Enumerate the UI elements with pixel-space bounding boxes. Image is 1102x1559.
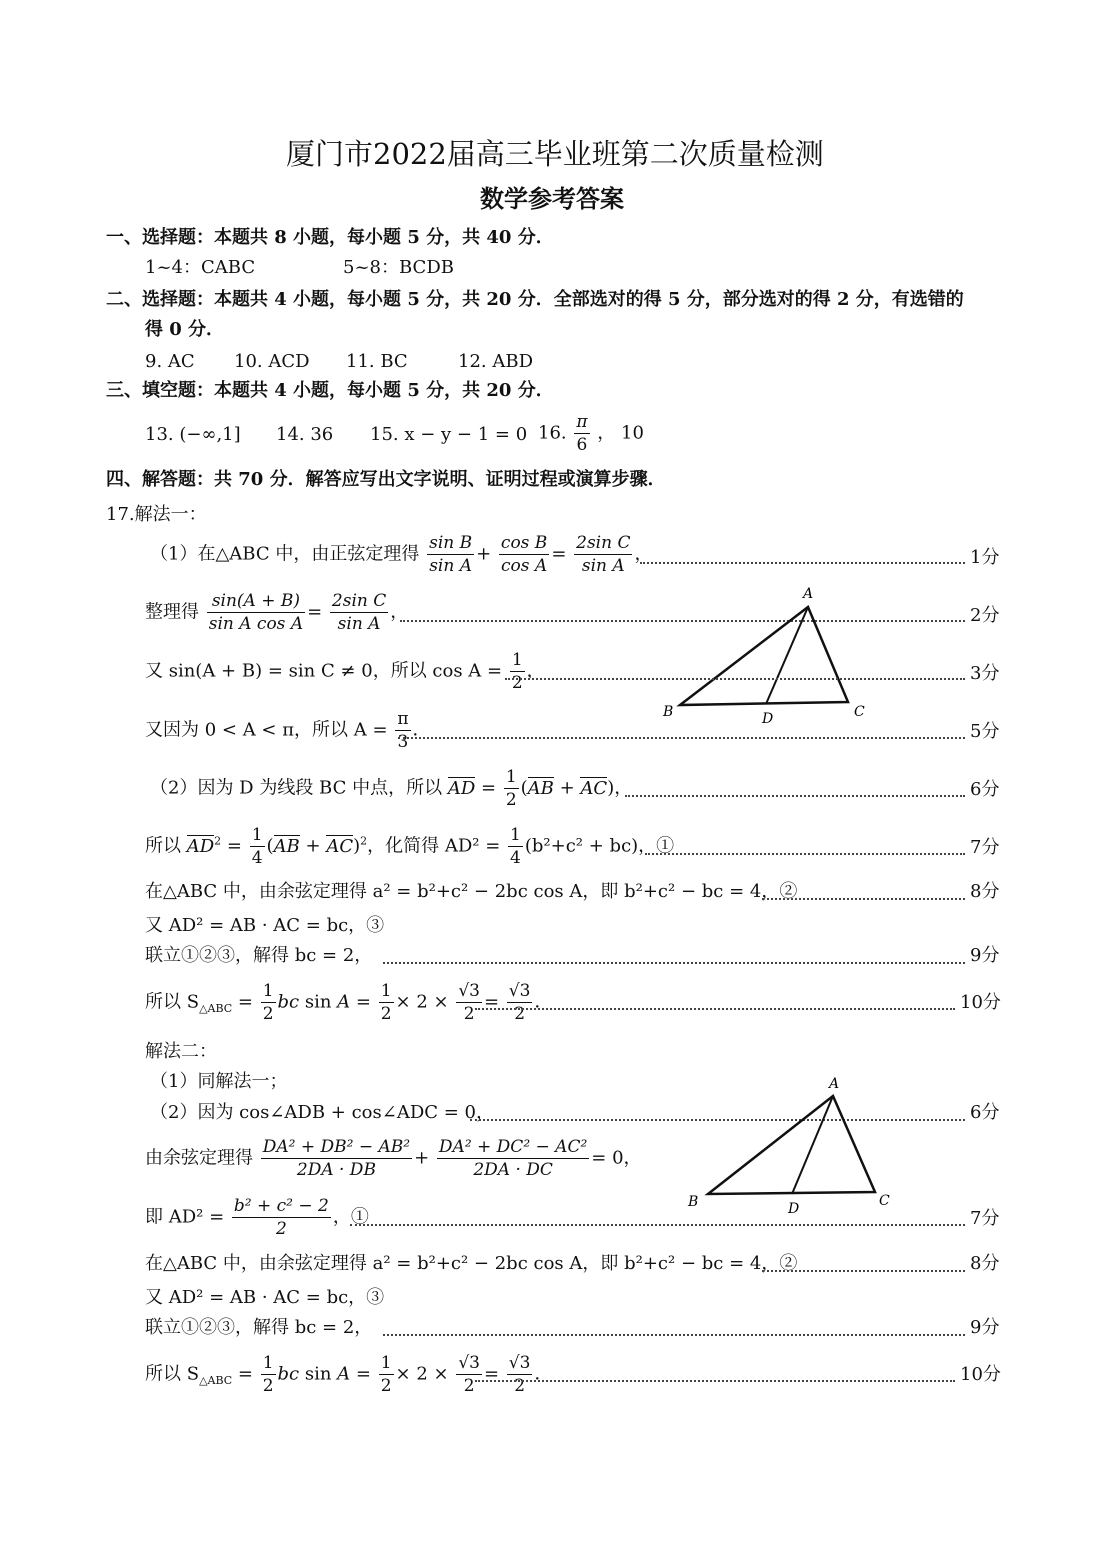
method2-line5: 在△ABC 中，由余弦定理得 a² = b²+c² − 2bc cos A，即 b²+c² − bc = 4，② — [145, 1253, 798, 1274]
score-3: 3分 — [970, 663, 1000, 684]
vertex-B-2: B — [688, 1194, 699, 1210]
section3-heading: 三、填空题：本题共 4 小题，每小题 5 分，共 20 分． — [106, 380, 554, 401]
q17-line8: 又 AD² = AB · AC = bc，③ — [145, 915, 385, 936]
score-9b: 9分 — [970, 1317, 1000, 1338]
page-subtitle: 数学参考答案 — [480, 184, 624, 213]
triangle-figure-1 — [660, 580, 870, 730]
q17-line5: （2）因为 D 为线段 BC 中点，所以 AD = $\frac{1}{2}$ (AB + AC)， — [150, 767, 633, 810]
method2-label: 解法二： — [145, 1041, 217, 1062]
answer-16-fraction: $\frac{\pi}{6}$ — [576, 412, 588, 455]
vertex-B: B — [663, 704, 674, 720]
answer-13: 13. (−∞,1] — [145, 424, 241, 445]
score-10: 10分 — [960, 992, 1001, 1013]
q17-line9: 联立①②③，解得 bc = 2， — [145, 945, 373, 966]
answer-16 — [538, 411, 644, 456]
score-9: 9分 — [970, 945, 1000, 966]
answer-12: 12. ABD — [458, 351, 534, 372]
section1-heading: 一、选择题：本题共 8 小题，每小题 5 分，共 40 分． — [106, 227, 554, 248]
score-6b: 6分 — [970, 1102, 1000, 1123]
page-title: 厦门市2022届高三毕业班第二次质量检测 — [286, 137, 824, 171]
score-8b: 8分 — [970, 1253, 1000, 1274]
q17-label: 17.解法一： — [106, 504, 207, 525]
answer-10: 10. ACD — [234, 351, 310, 372]
answer-5-8: 5~8：BCDB — [343, 257, 454, 278]
answer-1-4: 1~4：CABC — [145, 257, 256, 278]
score-10b: 10分 — [960, 1364, 1001, 1385]
method2-line3: 由余弦定理得 $\frac{\text{DA² + DB² − AB²}}{2DA \cdot DB}$ + $\frac{\text{DA² + DC² − AC²}}{2DA \cdot DC}$ = 0， — [145, 1137, 642, 1180]
method2-line6: 又 AD² = AB · AC = bc，③ — [145, 1287, 385, 1308]
answer-16-label: 16. — [538, 422, 567, 444]
q17-line6: 所以 $AD^2$ = $\frac{1}{4}$ (AB + AC)$^2$，化简得 AD² = $\frac{1}{4}$ (b²+c² + bc)，① — [145, 825, 675, 868]
q17-line2: 整理得 $\frac{\sin(A + B)}{\text{sin A cos A}}$ = $\frac{\text{2sin C}}{\text{sin A}}$ ， — [145, 591, 409, 634]
method2-line1: （1）同解法一； — [150, 1071, 288, 1092]
method2-line7: 联立①②③，解得 bc = 2， — [145, 1317, 373, 1338]
answer-11: 11. BC — [346, 351, 408, 372]
answer-9: 9. AC — [145, 351, 195, 372]
method2-line4: 即 AD² = $\frac{\text{b² + c² − 2}}{2}$ ，① — [145, 1196, 369, 1239]
vertex-D: D — [762, 711, 774, 727]
q17-line4: 又因为 0 < A < π，所以 A = $\frac{\pi}{3}$ ． — [145, 709, 431, 752]
answer-15: 15. x − y − 1 = 0 — [370, 424, 528, 445]
score-8: 8分 — [970, 881, 1000, 902]
section2-heading: 二、选择题：本题共 4 小题，每小题 5 分，共 20 分．全部选对的得 5 分，部分选对的得 2 分，有选错的 — [106, 289, 964, 310]
q17-line3: 又 sin(A + B) = sin C ≠ 0，所以 cos A = $\frac{1}{2}$ ， — [145, 650, 545, 693]
section2-heading-cont: 得 0 分． — [145, 319, 225, 340]
method2-line8: 所以 $S_{\triangle ABC}$ = $\frac{1}{2}$ bc sin A = $\frac{1}{2}$ × 2 × $\frac{√3}{2}$ = $\frac{√3}{2}$ ． — [145, 1353, 553, 1396]
score-2: 2分 — [970, 605, 1000, 626]
triangle-figure-2 — [685, 1070, 895, 1220]
score-1: 1分 — [970, 547, 1000, 568]
q17-line7: 在△ABC 中，由余弦定理得 a² = b²+c² − 2bc cos A，即 b²+c² − bc = 4，② — [145, 881, 798, 902]
score-5: 5分 — [970, 721, 1000, 742]
q17-line1: （1）在△ABC 中，由正弦定理得 $\frac{\text{sin B}}{\text{sin A}}$ + $\frac{\text{cos B}}{\text{cos A}}$ = $\frac{\text{2sin C}}{\text{sin A}}$ ， — [150, 533, 653, 576]
score-7: 7分 — [970, 837, 1000, 858]
method2-line2: （2）因为 cos∠ADB + cos∠ADC = 0， — [150, 1102, 495, 1123]
vertex-A-2: A — [829, 1076, 840, 1092]
q17-line10: 所以 $S_{\triangle ABC}$ = $\frac{1}{2}$ bc sin A = $\frac{1}{2}$ × 2 × $\frac{√3}{2}$ = $\frac{√3}{2}$ ． — [145, 981, 553, 1024]
answer-16-second: ， 10 — [597, 422, 644, 444]
score-6: 6分 — [970, 779, 1000, 800]
vertex-C-2: C — [879, 1193, 890, 1209]
vertex-A: A — [803, 586, 814, 602]
vertex-C: C — [854, 704, 865, 720]
vertex-D-2: D — [788, 1201, 800, 1217]
answer-14: 14. 36 — [276, 424, 334, 445]
section4-heading: 四、解答题：共 70 分．解答应写出文字说明、证明过程或演算步骤． — [106, 469, 666, 490]
score-7b: 7分 — [970, 1208, 1000, 1229]
